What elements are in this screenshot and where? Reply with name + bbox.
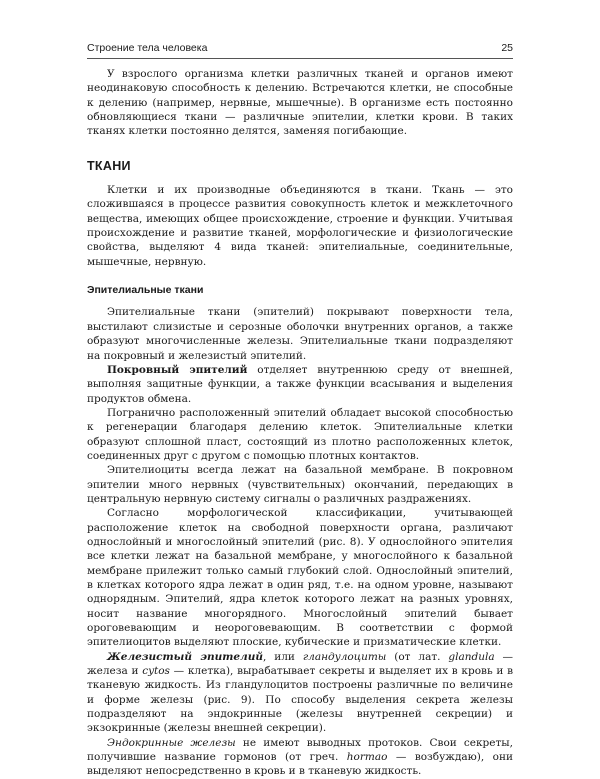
running-title: Строение тела человека xyxy=(87,42,208,54)
page-body xyxy=(87,67,513,779)
running-header xyxy=(87,40,513,59)
term: Эндокринные железы xyxy=(107,736,236,749)
paragraph: Покровный эпителий отделяет внутреннюю среду от внешней, выполняя защитные функции, а также функции всасывания и выделения продуктов обмена. xyxy=(87,363,513,405)
term: Железистый эпителий xyxy=(107,650,263,663)
subsection-heading: Эпителиальные ткани xyxy=(87,284,204,297)
paragraph: Погранично расположенный эпителий обладает высокой способностью к регенерации благодаря делению клеток. Эпителиальные клетки образуют сплошной пласт, состоящий из плотно расположенных клеток, соединенных друг с другом с помощью плотных контактов. xyxy=(87,406,513,462)
paragraph: Эпителиоциты всегда лежат на базальной мембране. В покровном эпителии много нервных (чувствительных) окончаний, передающих в центральную нервную систему сигналы о различных раздражениях. xyxy=(87,464,513,505)
term: гландулоциты xyxy=(302,650,387,663)
page-number: 25 xyxy=(501,42,513,54)
paragraph: Железистый эпителий, или гландулоциты (от лат. glandula — железа и cytos — клетка), вырабатывает секреты и выделяет их в кровь и в тканевую жидкость. Из гландулоцитов построены различные по величине и форме железы (рис. 9). По способу выделения секрета железы подразделяют на эндокринные (железы внутренней секреции) и экзокринные (железы внешней секреции). xyxy=(87,650,514,735)
paragraph: Эндокринные железы не имеют выводных протоков. Свои секреты, получившие название гормонов (от греч. hormao — возбуждаю), они выделяют непосредственно в кровь и в тканевую жидкость. xyxy=(87,736,513,778)
latin-word: cytos xyxy=(142,665,170,678)
paragraph: Эпителиальные ткани (эпителий) покрывают поверхности тела, выстилают слизистые и серозные оболочки внутренних органов, а также образуют многочисленные железы. Эпителиальные ткани подразделяют на покровный и железистый эпителий. xyxy=(87,306,513,362)
greek-word: hormao xyxy=(346,751,388,764)
intro-paragraph: У взрослого организма клетки различных тканей и органов имеют неодинаковую способность к делению. Встречаются клетки, не способные к делению (например, нервные, мышечные). В организме есть постоянно обновляющиеся ткани — различные эпителии, клетки крови. В таких тканях клетки постоянно делятся, заменяя погибающие. xyxy=(87,68,513,138)
section-heading: ТКАНИ xyxy=(87,158,131,173)
section-paragraph: Клетки и их производные объединяются в ткани. Ткань — это сложившаяся в процессе развития совокупность клеток и межклеточного вещества, имеющих общее происхождение, строение и функции. Учитывая происхождение и развитие тканей, морфологические и физиологические свойства, выделяют 4 вида тканей: эпителиальные, соединительные, мышечные, нервную. xyxy=(87,184,513,268)
term: Покровный эпителий xyxy=(107,363,248,376)
paragraph: Согласно морфологической классификации, учитывающей расположение клеток на свободной поверхности органа, различают однослойный и многослойный эпителий (рис. 8). У однослойного эпителия все клетки лежат на базальной мембране, у многослойного к базальной мембране прилежит только самый глубокий слой. Однослойный эпителий, в клетках которого ядра лежат в один ряд, т.е. на одном уровне, называют однорядным. Эпителий, ядра клеток которого лежат на разных уровнях, носит название многорядного. Многослойный эпителий бывает ороговевающим и неороговевающим. В соответствии с формой эпителиоцитов выделяют плоские, кубические и призматические клетки. xyxy=(87,507,513,649)
latin-word: glandula xyxy=(448,650,495,663)
